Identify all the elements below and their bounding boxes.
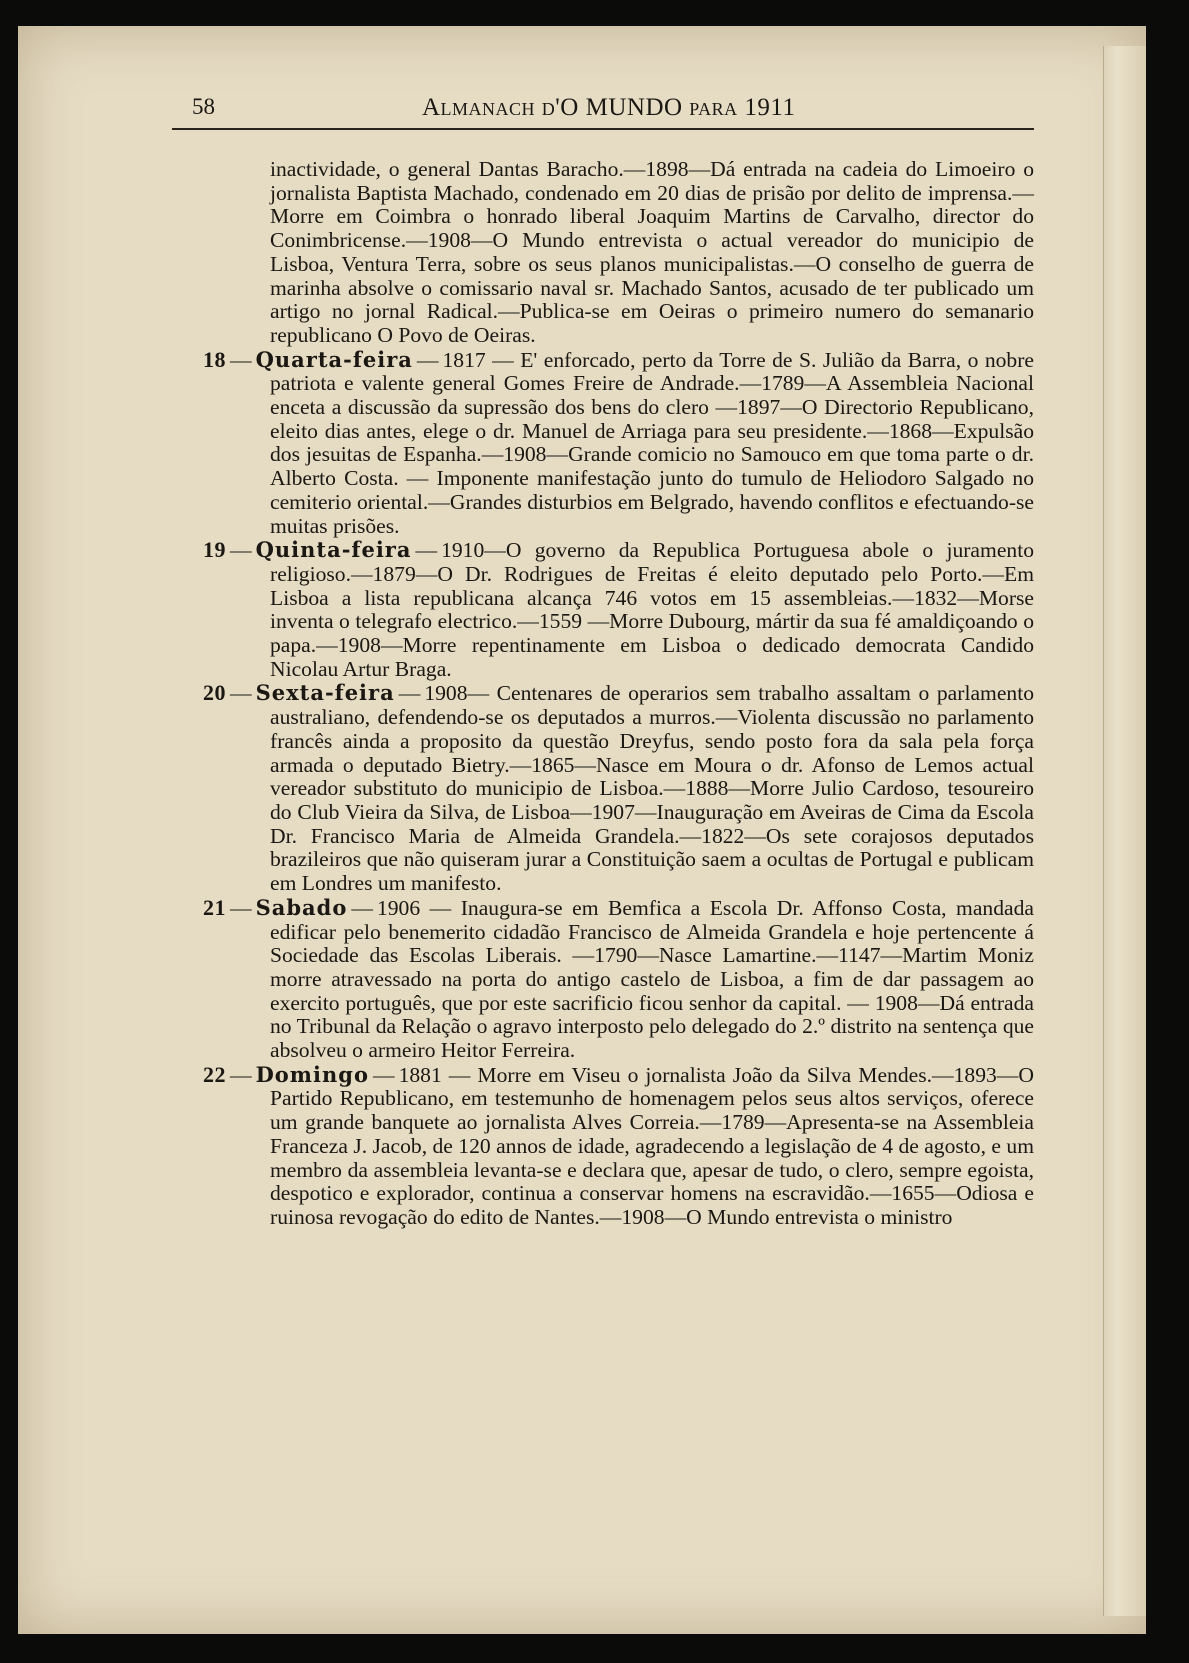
dash: — [230, 347, 252, 372]
dash: — [230, 895, 252, 920]
weekday: Sexta-feira [255, 680, 395, 706]
weekday: Domingo [255, 1061, 369, 1087]
dash: — [415, 538, 438, 563]
dash: — [230, 681, 252, 706]
entry-text: 1817 — E' enforcado, perto da Torre de S. Julião da Barra, o nobre patriota e valente general Gomes Freire de Andrade.—1789—A Assembleia Nacional enceta a discussão da supressão dos bens do clero —1897—O Directorio Republicano, eleito dias antes, elege o dr. Manuel de Arriaga para seu presidente.—1868—Expulsão dos jesuitas de Espanha.—1908—Grande comicio no Samouco em que toma parte o dr. Alberto Costa. — Imponente manifestação junto do tumulo de Heliodoro Salgado no cemiterio oriental.—Grandes disturbios em Belgrado, havendo conflitos e efectuando-se muitas prisões. [270, 347, 1034, 538]
weekday: Quarta-feira [255, 346, 413, 372]
page-edge [1103, 46, 1146, 1616]
entry-day-18 [170, 348, 1034, 539]
entry-text: 1881 — Morre em Viseu o jornalista João da Silva Mendes.—1893—O Partido Republicano, em testemunho de homenagem pelos seus altos serviços, oferece um grande banquete ao jornalista Alves Correia.—1789—Apresenta-se na Assembleia Franceza J. Jacob, de 120 annos de idade, agradecendo a legislação de 4 de agosto, e um membro da assembleia levanta-se e declara que, apesar de tudo, o clero, sempre egoista, despotico e explorador, continua a conservar homens na escravidão.—1655—Odiosa e ruinosa revogação do edito de Nantes.—1908—O Mundo entrevista o ministro [270, 1062, 1034, 1229]
dash: — [351, 895, 373, 920]
dash: — [230, 538, 252, 563]
dash: — [230, 1062, 252, 1087]
dash: — [398, 681, 421, 706]
opening-paragraph: inactividade, o general Dantas Baracho.—1898—Dá entrada na cadeia do Limoeiro o jornalista Baptista Machado, condenado em 20 dias de prisão por delito de imprensa.—Morre em Coimbra o honrado liberal Joaquim Martins de Carvalho, director do Conimbricense.—1908—O Mundo entrevista o actual vereador do municipio de Lisboa, Ventura Terra, sobre os seus planos municipalistas.—O conselho de guerra de marinha absolve o comissario naval sr. Machado Santos, acusado de ter publicado um artigo no jornal Radical.—Publica-se em Oeiras o primeiro numero do semanario republicano O Povo de Oeiras. [270, 157, 1034, 347]
entry-day-21 [170, 896, 1034, 1063]
header-title: Almanach d'O MUNDO para 1911 [422, 94, 796, 121]
entry-text: 1908— Centenares de operarios sem trabalho assaltam o parlamento australiano, defendendo-se os deputados a murros.—Violenta discussão no parlamento francês ainda a proposito da questão Dreyfus, sendo posto fora da sala pela força armada o deputado Bietry.—1865—Nasce em Moura o dr. Afonso de Lemos actual vereador substituto do municipio de Lisboa.—1888—Morre Julio Cardoso, tesoureiro do Club Vieira da Silva, de Lisboa—1907—Inauguração em Aveiras de Cima da Escola Dr. Francisco Maria de Almeida Grandela.—1822—Os sete corajosos deputados brazileiros que não quiseram jurar a Constituição saem a ocultas de Portugal e publicam em Londres um manifesto. [270, 681, 1034, 896]
dash: — [416, 347, 439, 372]
weekday: Sabado [255, 894, 348, 920]
entry-text: 1906 — Inaugura-se em Bemfica a Escola Dr. Affonso Costa, mandada edificar pelo benemerito cidadão Francisco de Almeida Grandela e hoje pertencente á Sociedade das Escolas Liberais. —1790—Nasce Lamartine.—1147—Martim Moniz morre atravessado na porta do antigo castelo de Lisboa, a fim de dar passagem ao exercito português, que por este sacrificio ficou senhor da capital. — 1908—Dá entrada no Tribunal da Relação o agravo interposto pelo delegado do 2.º distrito na sentença que absolveu o armeiro Heitor Ferreira. [270, 895, 1034, 1063]
entry-day-20 [170, 681, 1034, 895]
running-head [172, 88, 1030, 128]
dash: — [372, 1062, 395, 1087]
header-rule [172, 128, 1034, 130]
weekday: Quinta-feira [255, 537, 412, 563]
day-number: 21 [203, 894, 226, 920]
entry-day-19 [170, 538, 1034, 681]
page-number: 58 [192, 94, 215, 119]
day-number: 18 [203, 346, 226, 372]
body-text [170, 158, 1034, 1230]
day-number: 19 [203, 537, 226, 563]
day-number: 20 [203, 680, 226, 706]
entry-day-22 [170, 1063, 1034, 1230]
day-number: 22 [203, 1061, 226, 1087]
entry-text: 1910—O governo da Republica Portuguesa abole o juramento religioso.—1879—O Dr. Rodrigues de Freitas é eleito deputado pelo Porto.—Em Lisboa a lista republicana alcança 746 votos em 15 assembleias.—1832—Morse inventa o telegrafo electrico.—1559 —Morre Dubourg, mártir da sua fé amaldiçoando o papa.—1908—Morre repentinamente em Lisboa o dedicado democrata Candido Nicolau Artur Braga. [270, 538, 1034, 681]
